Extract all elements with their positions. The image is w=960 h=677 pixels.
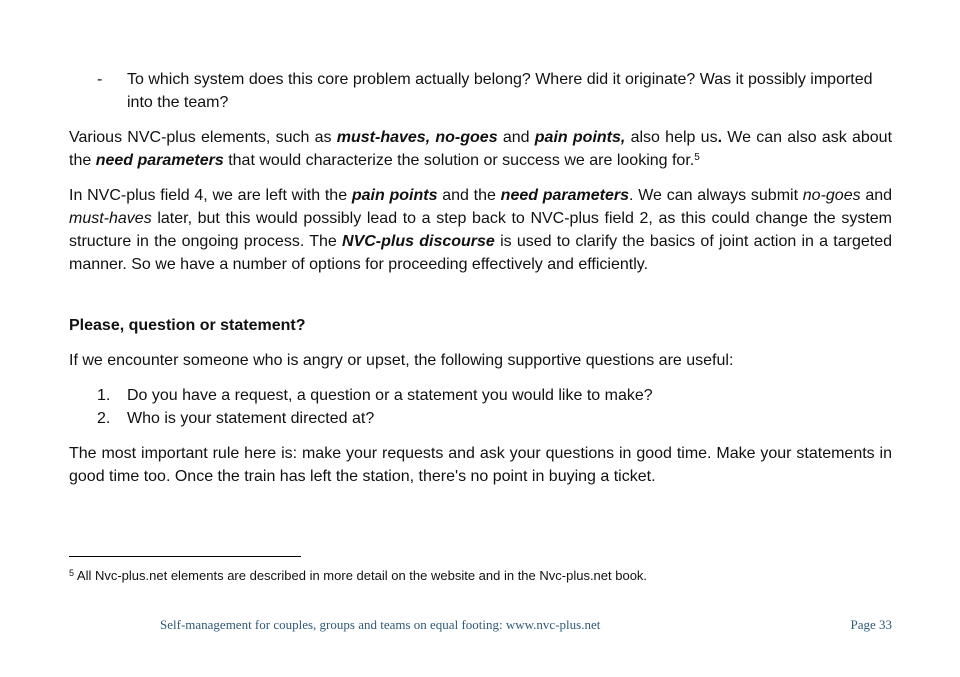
text-run: that would characterize the solution or success we are looking for. <box>223 152 695 169</box>
paragraph-nvc-field-4 <box>69 184 892 276</box>
italic-must-haves: must-haves <box>69 210 152 227</box>
list-item-text: Do you have a request, a question or a statement you would like to make? <box>127 387 653 404</box>
list-number: 1. <box>97 387 111 404</box>
footnote-separator <box>69 556 301 557</box>
text-run: and <box>860 187 893 204</box>
text-run: We can also ask about the <box>69 129 893 169</box>
text-run: and <box>497 129 535 146</box>
text-run: and the <box>437 187 501 204</box>
paragraph-nvc-elements: Various NVC-plus elements, such as must-haves, no-goes and pain points, also help us. We can also ask about the need parameters that would characterize the solution or success we are looking for.$^5$ <box>69 129 893 169</box>
text-run: is used to clarify the basics of joint action in a targeted manner. So we have a number of options for proceeding effectively and efficiently. <box>69 233 893 273</box>
emphasis-must-haves-no-goes: must-haves, no-goes <box>336 129 498 146</box>
emphasis-pain-points: pain points <box>351 187 438 204</box>
dash-marker: - <box>97 71 103 88</box>
page-number: Page 33 <box>850 617 892 632</box>
footnote-text: All Nvc-plus.net elements are described in more detail on the website and in the Nvc-plus.net book. <box>74 568 648 583</box>
text-run: Various NVC-plus elements, such as <box>69 129 337 146</box>
paragraph-intro: If we encounter someone who is angry or upset, the following supportive questions are useful: <box>69 352 734 369</box>
footnote-number: 5 <box>69 568 75 578</box>
footnote <box>69 568 647 584</box>
section-heading: Please, question or statement? <box>69 317 306 334</box>
emphasis-need-parameters: need parameters <box>500 187 630 204</box>
text-run: later, but this would possibly lead to a step back to NVC-plus field 2, as this could change the system structure in the ongoing process. The <box>69 210 892 250</box>
dash-list-item <box>69 68 892 114</box>
emphasis-need-parameters: need parameters <box>95 152 224 169</box>
emphasis-nvc-plus-discourse: NVC-plus discourse <box>342 233 495 250</box>
paragraph-closing: The most important rule here is: make your requests and ask your questions in good time. Make your statements in good time too. Once the train has left the station, there's no point in buying a ticket. <box>69 445 892 485</box>
list-number: 2. <box>97 410 111 427</box>
text-run: In NVC-plus field 4, we are left with the <box>69 187 352 204</box>
footer-title: Self-management for couples, groups and teams on equal footing: www.nvc-plus.net <box>160 617 601 632</box>
list-item-text: Who is your statement directed at? <box>127 410 375 427</box>
text-run: . We can always submit <box>629 187 803 204</box>
italic-no-goes: no-goes <box>802 187 861 204</box>
emphasis-pain-points: pain points, <box>534 129 626 146</box>
text-run: also help us <box>625 129 718 146</box>
list-item <box>69 407 892 430</box>
dash-item-text: To which system does this core problem actually belong? Where did it originate? Was it possibly imported into the team? <box>127 71 873 111</box>
numbered-list <box>69 384 892 430</box>
list-item <box>69 384 892 407</box>
page-body <box>69 68 892 500</box>
footnote-reference[interactable]: 5 <box>694 152 700 163</box>
